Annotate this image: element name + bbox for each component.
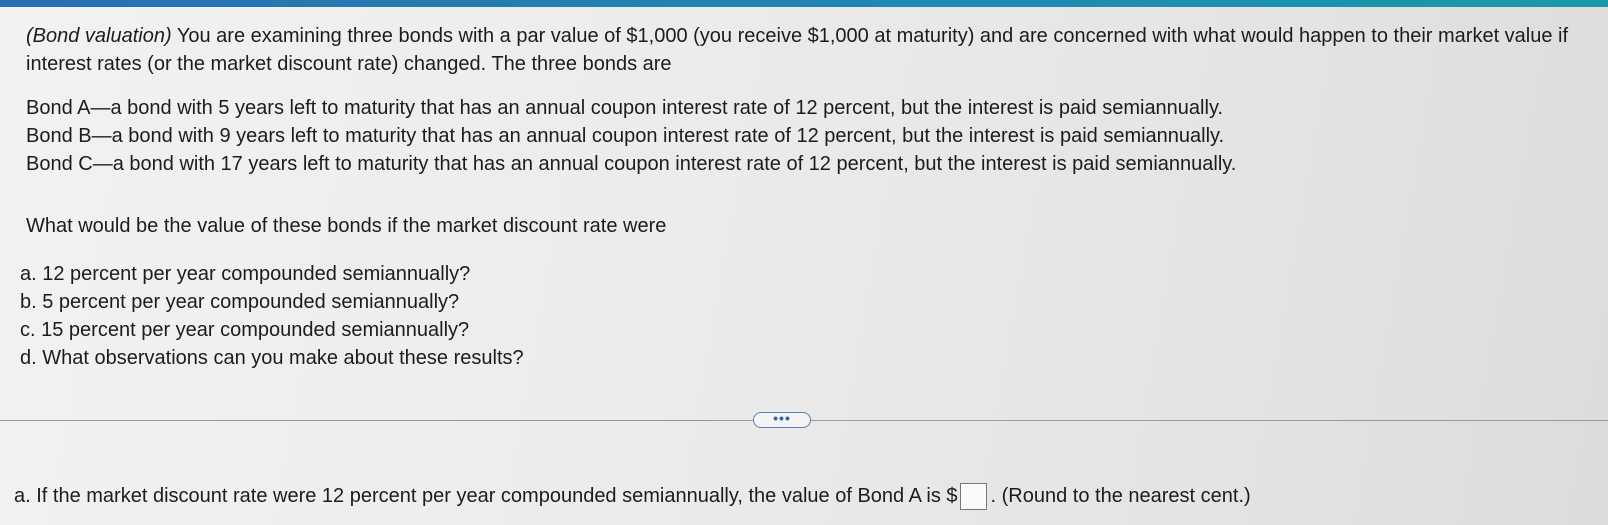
expand-more-button[interactable]: ••• bbox=[753, 412, 811, 428]
question-intro bbox=[26, 22, 1596, 78]
part-d-letter: d. bbox=[20, 347, 37, 369]
part-b-letter: b. bbox=[20, 291, 37, 313]
part-b bbox=[20, 288, 524, 316]
bond-a-description: Bond A—a bond with 5 years left to maturity that has an annual coupon interest rate of 12 percent, but the interest is paid semiannually. bbox=[26, 97, 1224, 119]
answer-lead-text: a. If the market discount rate were 12 percent per year compounded semiannually, the value of Bond A is $ bbox=[14, 485, 958, 507]
part-c-letter: c. bbox=[20, 319, 36, 341]
part-a-text: 12 percent per year compounded semiannually? bbox=[42, 263, 471, 285]
part-a bbox=[20, 260, 524, 288]
top-accent-bar bbox=[0, 0, 1608, 7]
part-a-letter: a. bbox=[20, 263, 37, 285]
question-parts bbox=[20, 260, 524, 372]
part-c bbox=[20, 316, 524, 344]
question-prompt: What would be the value of these bonds if the market discount rate were bbox=[26, 215, 667, 237]
part-c-text: 15 percent per year compounded semiannually? bbox=[41, 319, 470, 341]
question-intro-text: You are examining three bonds with a par value of $1,000 (you receive $1,000 at maturity) and are concerned with what would happen to their market value if interest rates (or the market discount rate) changed. The three bonds are bbox=[26, 25, 1569, 75]
part-b-text: 5 percent per year compounded semiannually? bbox=[42, 291, 460, 313]
part-d-text: What observations can you make about these results? bbox=[42, 347, 524, 369]
bond-a-value-input[interactable] bbox=[960, 483, 987, 510]
bond-c-description: Bond C—a bond with 17 years left to maturity that has an annual coupon interest rate of 12 percent, but the interest is paid semiannually. bbox=[26, 153, 1237, 175]
bond-b-description: Bond B—a bond with 9 years left to maturity that has an annual coupon interest rate of 12 percent, but the interest is paid semiannually. bbox=[26, 125, 1225, 147]
answer-trail-text: . (Round to the nearest cent.) bbox=[990, 485, 1251, 507]
question-topic: (Bond valuation) bbox=[26, 25, 172, 47]
bond-list bbox=[26, 94, 1586, 178]
answer-row bbox=[14, 482, 1251, 510]
part-d bbox=[20, 344, 524, 372]
